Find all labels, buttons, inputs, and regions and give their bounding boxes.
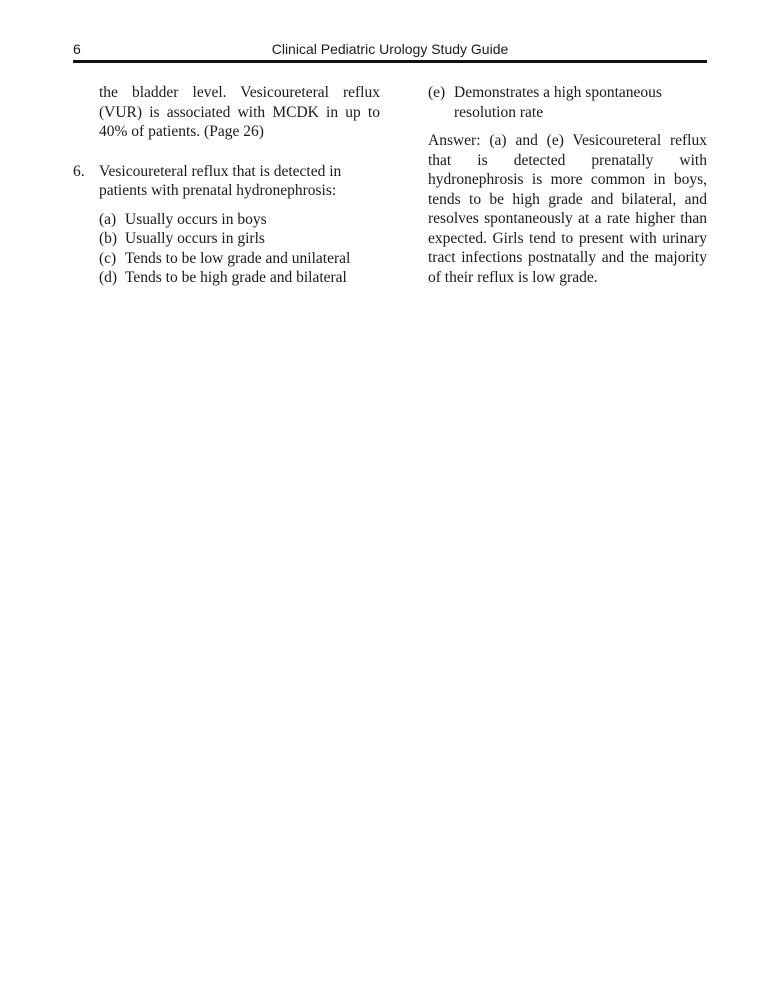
option-label: (e) (428, 84, 446, 101)
option-label: (c) (99, 249, 117, 267)
question-number: 6. (73, 162, 85, 180)
option-text: Tends to be low grade and unilateral (125, 249, 351, 267)
option-label: (a) (99, 210, 117, 228)
option-d (99, 268, 380, 288)
option-a (99, 210, 380, 230)
option-b (99, 229, 380, 249)
question-6 (73, 162, 380, 288)
option-text: Usually occurs in girls (125, 230, 265, 247)
page-header (73, 38, 707, 60)
question-stem: Vesicoureteral reflux that is detected in patients with prenatal hydronephrosis: (99, 162, 342, 199)
option-label: (b) (99, 230, 118, 247)
right-column (428, 83, 707, 303)
option-c (99, 249, 380, 269)
continuation-paragraph: the bladder level. Vesicoureteral reflux (VUR) is associated with MCDK in up to 40% of patients. (Page 26) (99, 84, 380, 140)
page-number: 6 (73, 41, 81, 57)
running-title: Clinical Pediatric Urology Study Guide (271, 41, 509, 57)
options-list (99, 210, 380, 288)
header-rule (73, 60, 707, 63)
option-text: Usually occurs in boys (125, 210, 267, 228)
option-text: Tends to be high grade and bilateral (125, 269, 347, 286)
left-column (73, 83, 380, 288)
option-e (428, 83, 707, 122)
option-label: (d) (99, 269, 118, 286)
option-text: Demonstrates a high spontaneous resolution rate (454, 84, 662, 121)
answer-paragraph: Answer: (a) and (e) Vesicoureteral reflux that is detected prenatally with hydronephrosis is more common in boys, tends to be high grade and bilateral, and resolves spontaneously at a rate higher than expected. Girls tend to present with urinary tract infections postnatally and the majority of their reflux is low grade. (428, 132, 707, 286)
